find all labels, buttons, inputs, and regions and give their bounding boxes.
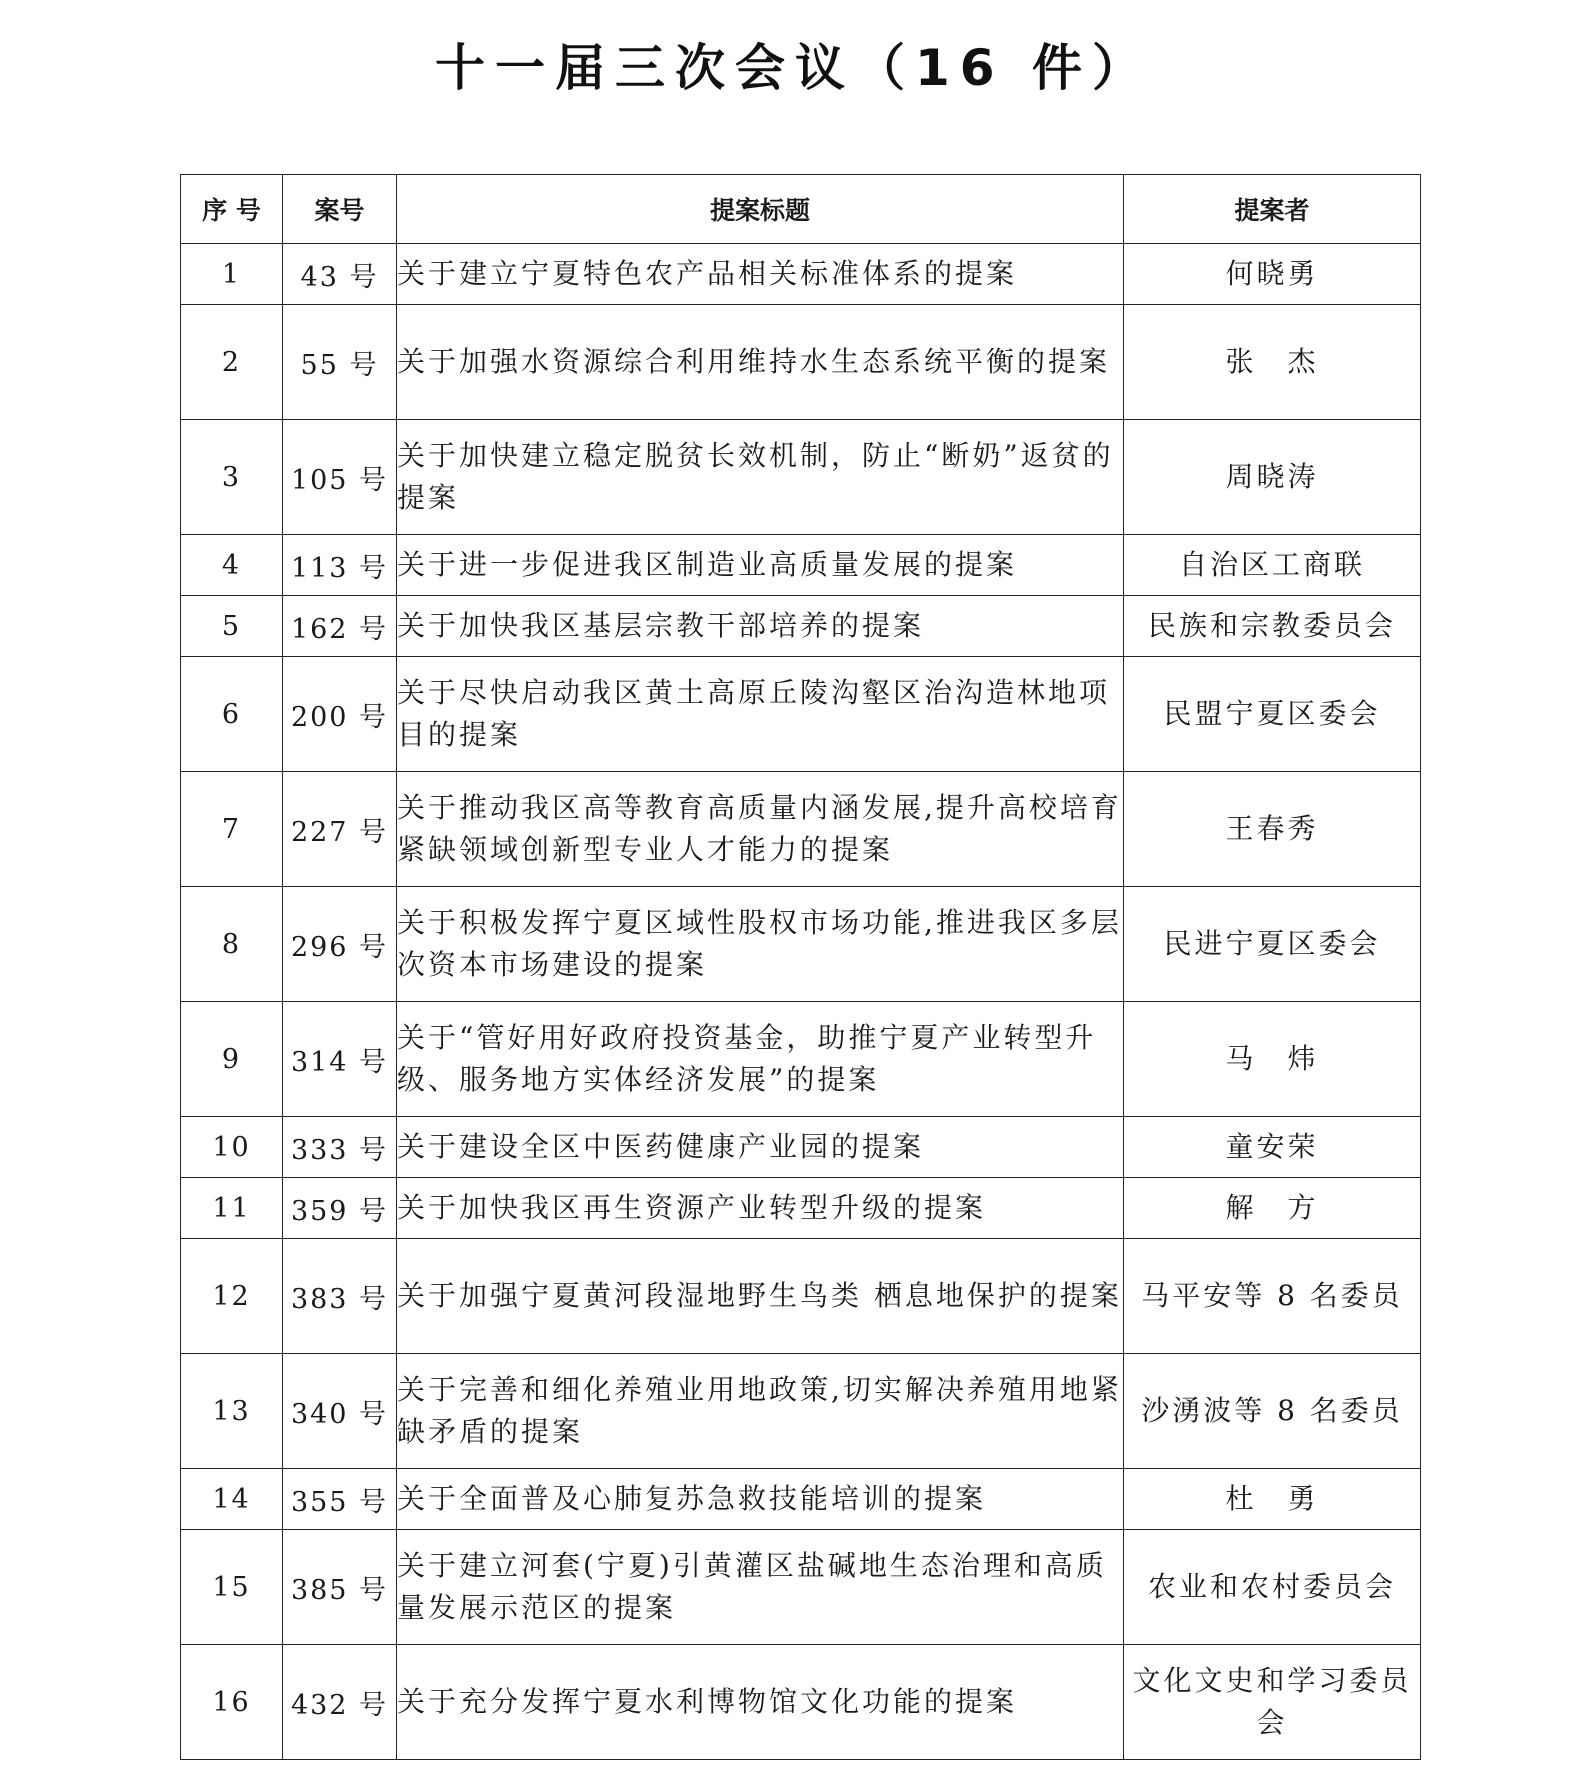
cell-title: 关于建立宁夏特色农产品相关标准体系的提案 [397, 244, 1124, 305]
cell-seq: 5 [181, 596, 283, 657]
table-row [181, 887, 1421, 1002]
cell-seq: 4 [181, 535, 283, 596]
cell-seq: 13 [181, 1354, 283, 1469]
header-title: 提案标题 [397, 175, 1124, 244]
table-row [181, 657, 1421, 772]
cell-seq: 10 [181, 1117, 283, 1178]
cell-author: 何晓勇 [1124, 244, 1421, 305]
cell-author: 周晓涛 [1124, 420, 1421, 535]
cell-seq: 7 [181, 772, 283, 887]
cell-title: 关于“管好用好政府投资基金，助推宁夏产业转型升级、服务地方实体经济发展”的提案 [397, 1002, 1124, 1117]
table-row [181, 1239, 1421, 1354]
cell-author: 自治区工商联 [1124, 535, 1421, 596]
cell-case-no: 162 号 [283, 596, 397, 657]
cell-author: 民进宁夏区委会 [1124, 887, 1421, 1002]
cell-title: 关于建立河套(宁夏)引黄灌区盐碱地生态治理和高质量发展示范区的提案 [397, 1530, 1124, 1645]
cell-case-no: 200 号 [283, 657, 397, 772]
cell-seq: 9 [181, 1002, 283, 1117]
cell-author: 民族和宗教委员会 [1124, 596, 1421, 657]
cell-case-no: 340 号 [283, 1354, 397, 1469]
table-row [181, 1469, 1421, 1530]
cell-author: 马 炜 [1124, 1002, 1421, 1117]
cell-author: 农业和农村委员会 [1124, 1530, 1421, 1645]
cell-author: 沙湧波等 8 名委员 [1124, 1354, 1421, 1469]
cell-case-no: 55 号 [283, 305, 397, 420]
cell-author: 张 杰 [1124, 305, 1421, 420]
table-row [181, 1530, 1421, 1645]
cell-case-no: 355 号 [283, 1469, 397, 1530]
cell-title: 关于进一步促进我区制造业高质量发展的提案 [397, 535, 1124, 596]
cell-title: 关于加快我区基层宗教干部培养的提案 [397, 596, 1124, 657]
table-row [181, 1178, 1421, 1239]
cell-case-no: 385 号 [283, 1530, 397, 1645]
cell-title: 关于加强宁夏黄河段湿地野生鸟类 栖息地保护的提案 [397, 1239, 1124, 1354]
cell-title: 关于积极发挥宁夏区域性股权市场功能,推进我区多层次资本市场建设的提案 [397, 887, 1124, 1002]
cell-title: 关于完善和细化养殖业用地政策,切实解决养殖用地紧缺矛盾的提案 [397, 1354, 1124, 1469]
cell-seq: 16 [181, 1645, 283, 1760]
cell-author: 文化文史和学习委员会 [1124, 1645, 1421, 1760]
table-row [181, 305, 1421, 420]
table-row [181, 772, 1421, 887]
cell-seq: 15 [181, 1530, 283, 1645]
cell-case-no: 105 号 [283, 420, 397, 535]
cell-title: 关于充分发挥宁夏水利博物馆文化功能的提案 [397, 1645, 1124, 1760]
table-row [181, 1645, 1421, 1760]
cell-author: 解 方 [1124, 1178, 1421, 1239]
cell-title: 关于加强水资源综合利用维持水生态系统平衡的提案 [397, 305, 1124, 420]
cell-seq: 8 [181, 887, 283, 1002]
cell-seq: 3 [181, 420, 283, 535]
cell-case-no: 296 号 [283, 887, 397, 1002]
table-row [181, 420, 1421, 535]
cell-author: 王春秀 [1124, 772, 1421, 887]
proposals-table [180, 174, 1421, 1760]
table-row [181, 535, 1421, 596]
cell-case-no: 113 号 [283, 535, 397, 596]
table-row [181, 1002, 1421, 1117]
document-title: 十一届三次会议（16 件） [435, 39, 1152, 97]
cell-case-no: 333 号 [283, 1117, 397, 1178]
cell-seq: 12 [181, 1239, 283, 1354]
cell-seq: 6 [181, 657, 283, 772]
header-case-no: 案号 [283, 175, 397, 244]
cell-case-no: 359 号 [283, 1178, 397, 1239]
cell-seq: 14 [181, 1469, 283, 1530]
table-row [181, 596, 1421, 657]
cell-seq: 2 [181, 305, 283, 420]
cell-title: 关于加快我区再生资源产业转型升级的提案 [397, 1178, 1124, 1239]
cell-seq: 1 [181, 244, 283, 305]
cell-title: 关于全面普及心肺复苏急救技能培训的提案 [397, 1469, 1124, 1530]
cell-author: 童安荣 [1124, 1117, 1421, 1178]
cell-title: 关于建设全区中医药健康产业园的提案 [397, 1117, 1124, 1178]
table-row [181, 1117, 1421, 1178]
table-row [181, 1354, 1421, 1469]
cell-case-no: 383 号 [283, 1239, 397, 1354]
cell-author: 民盟宁夏区委会 [1124, 657, 1421, 772]
cell-title: 关于推动我区高等教育高质量内涵发展,提升高校培育紧缺领域创新型专业人才能力的提案 [397, 772, 1124, 887]
table-row [181, 244, 1421, 305]
cell-case-no: 43 号 [283, 244, 397, 305]
cell-seq: 11 [181, 1178, 283, 1239]
header-seq: 序 号 [181, 175, 283, 244]
cell-author: 杜 勇 [1124, 1469, 1421, 1530]
cell-title: 关于加快建立稳定脱贫长效机制，防止“断奶”返贫的提案 [397, 420, 1124, 535]
header-author: 提案者 [1124, 175, 1421, 244]
cell-case-no: 227 号 [283, 772, 397, 887]
cell-author: 马平安等 8 名委员 [1124, 1239, 1421, 1354]
cell-case-no: 314 号 [283, 1002, 397, 1117]
cell-title: 关于尽快启动我区黄土高原丘陵沟壑区治沟造林地项目的提案 [397, 657, 1124, 772]
cell-case-no: 432 号 [283, 1645, 397, 1760]
table-header-row [181, 175, 1421, 244]
